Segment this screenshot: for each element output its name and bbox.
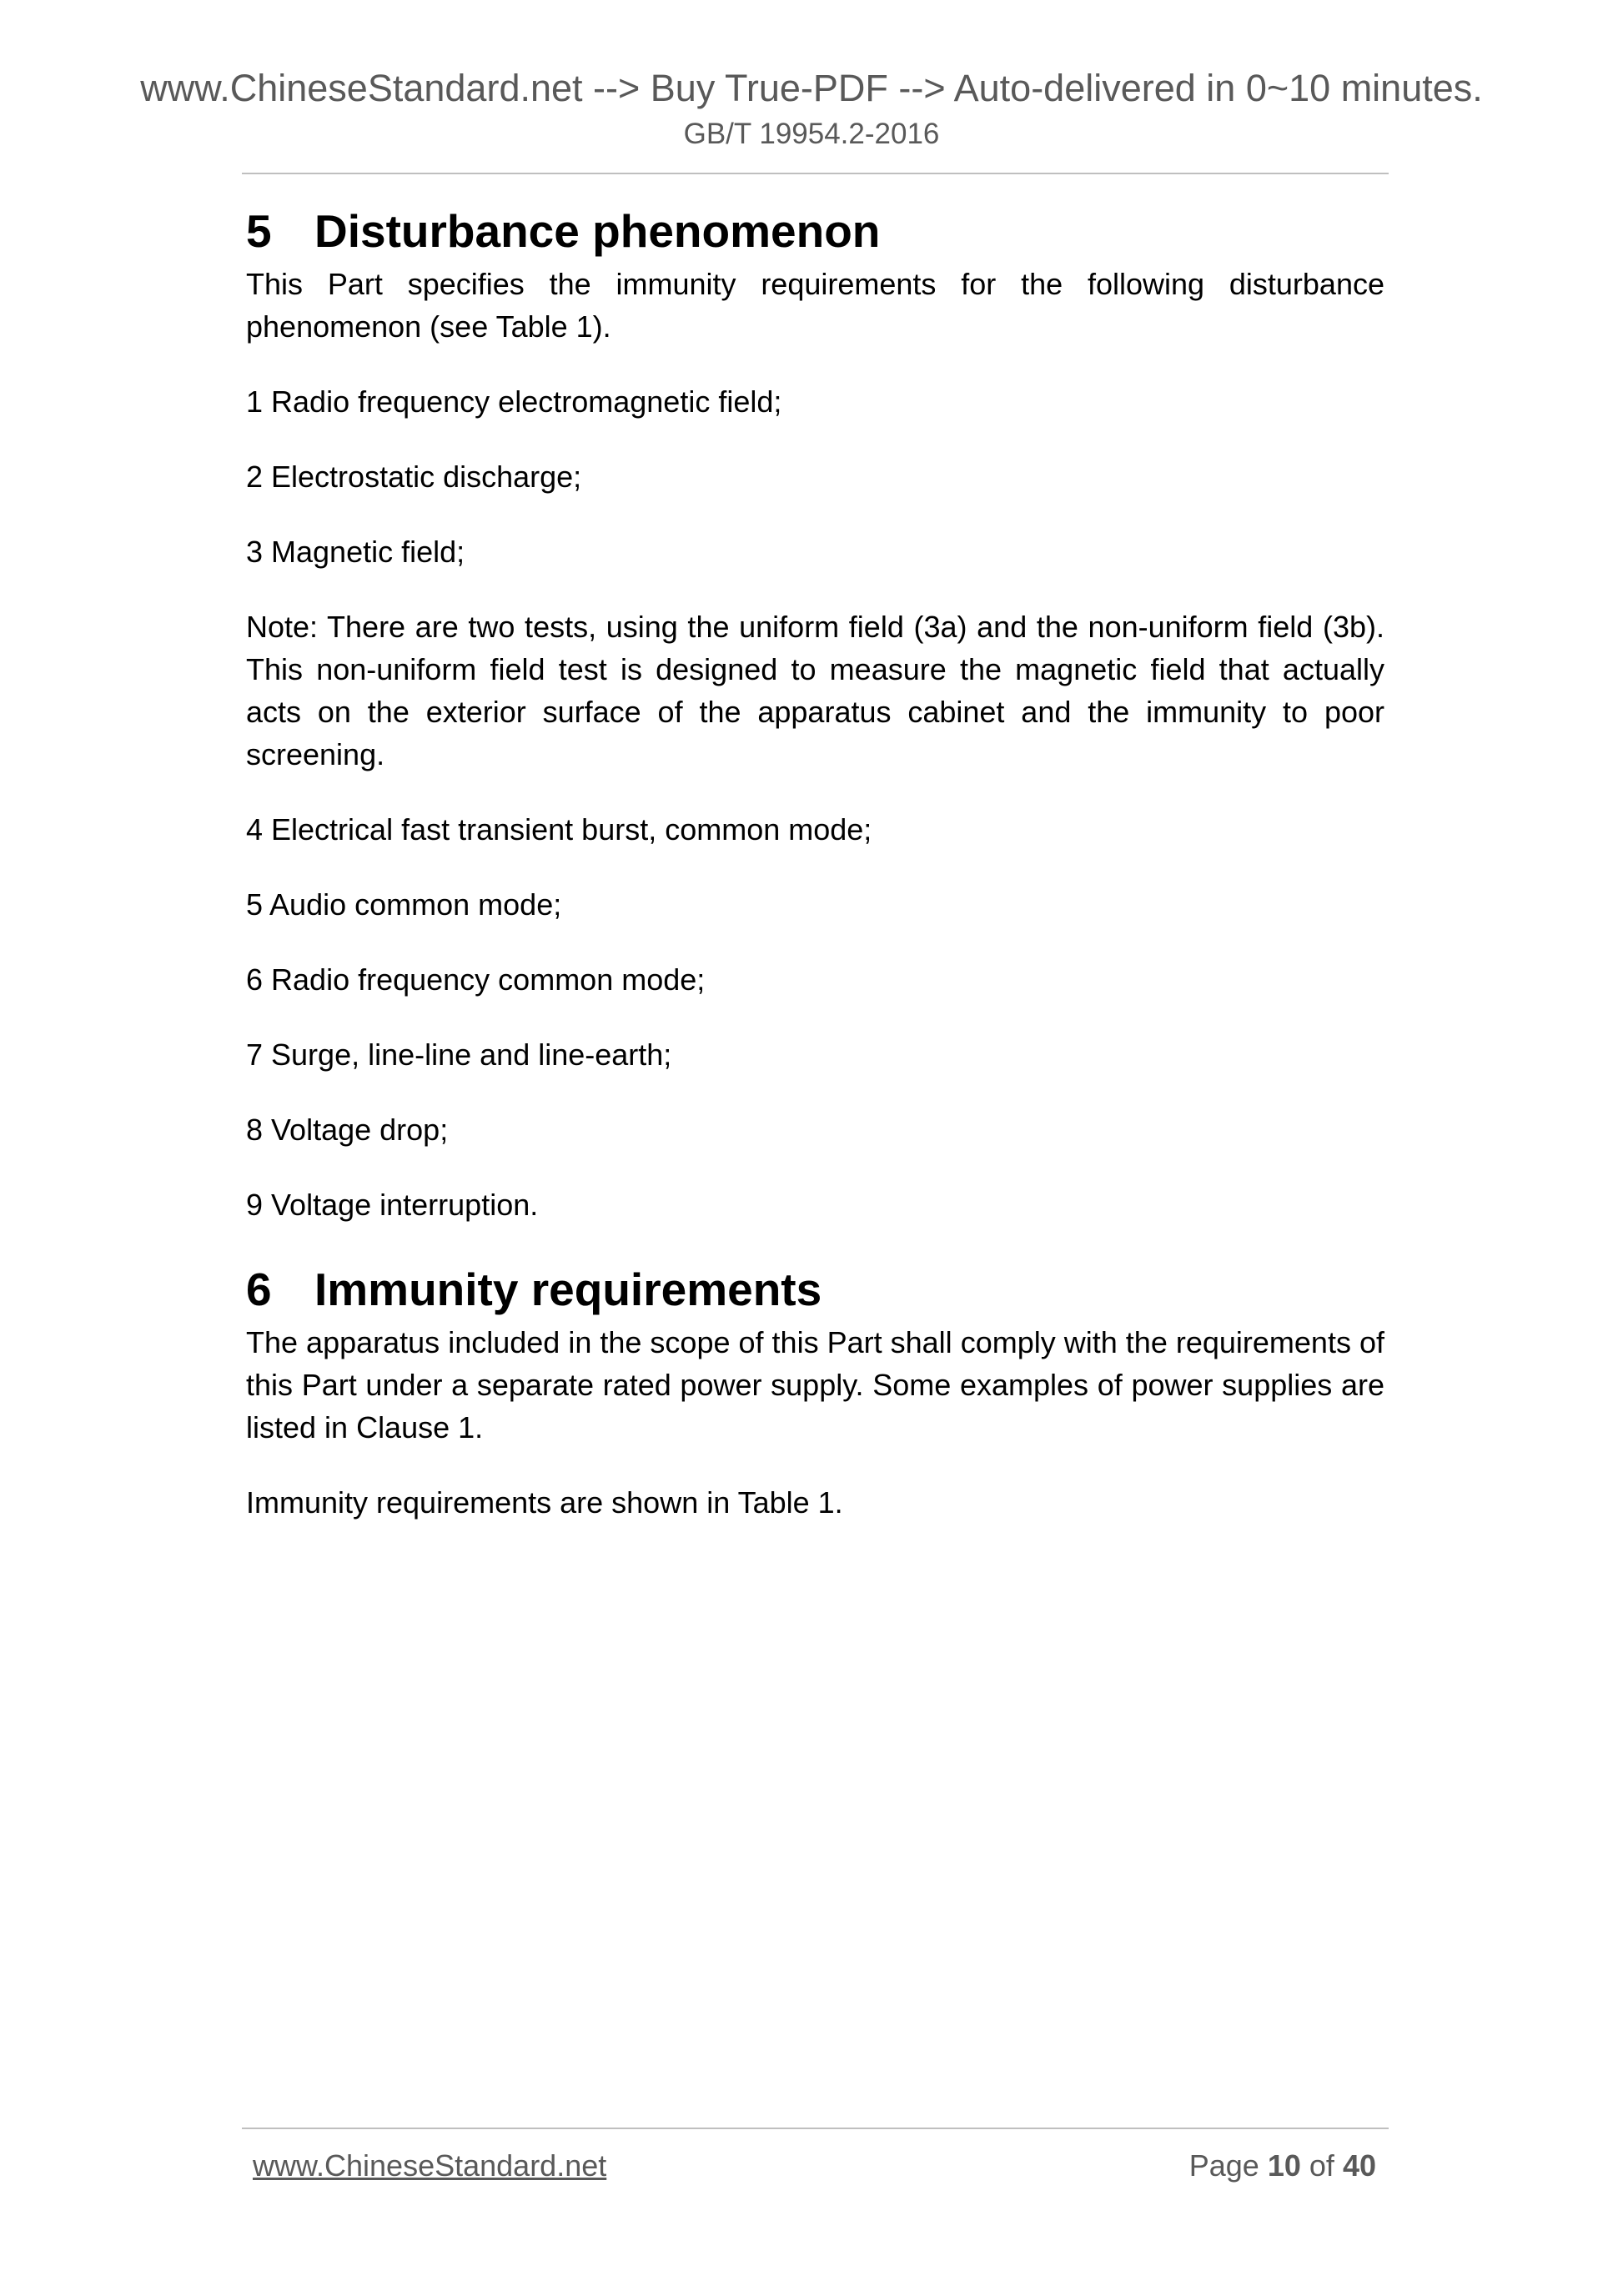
section-6-paragraph-1: The apparatus included in the scope of this Part shall comply with the requirements of this Part under a separate rated power supply. Some examples of power supplies are listed in Clause 1. [246, 1325, 1384, 1444]
header-banner[interactable]: www.ChineseStandard.net --> Buy True-PDF --> Auto-delivered in 0~10 minutes. [140, 67, 1483, 109]
section-5-intro: This Part specifies the immunity requirements for the following disturbance phenomenon (see Table 1). [246, 267, 1384, 344]
list-item: 4 Electrical fast transient burst, common mode; [246, 812, 872, 847]
section-6-title: Immunity requirements [314, 1264, 822, 1315]
list-item: 5 Audio common mode; [246, 887, 562, 922]
footer-divider [242, 2128, 1389, 2129]
list-item: 7 Surge, line-line and line-earth; [246, 1037, 672, 1072]
list-item: 3 Magnetic field; [246, 535, 465, 569]
footer-website-link[interactable]: www.ChineseStandard.net [253, 2148, 607, 2183]
standard-number: GB/T 19954.2-2016 [683, 118, 940, 150]
current-page: 10 [1267, 2148, 1301, 2183]
total-pages: 40 [1342, 2148, 1376, 2183]
section-6-heading [246, 1259, 1384, 1321]
header-divider [242, 173, 1389, 174]
page-word: Page [1188, 2148, 1259, 2183]
page-of-word: of [1309, 2148, 1334, 2183]
list-item: 9 Voltage interruption. [246, 1188, 539, 1222]
list-item: 6 Radio frequency common mode; [246, 962, 706, 997]
section-5-note: Note: There are two tests, using the uniform field (3a) and the non-uniform field (3b). This non-uniform field test is designed to measure the magnetic field that actually acts on the exterior surface of the apparatus cabinet and the immunity to poor screening. [246, 610, 1384, 771]
section-5-number: 5 [246, 205, 272, 257]
section-6-paragraph-2: Immunity requirements are shown in Table 1. [246, 1485, 843, 1520]
list-item: 1 Radio frequency electromagnetic field; [246, 384, 782, 419]
disturbance-list-part-1 [246, 380, 1384, 573]
page-content [246, 200, 1384, 1556]
list-item: 8 Voltage drop; [246, 1113, 449, 1147]
disturbance-list-part-2 [246, 808, 1384, 1226]
page-number [1189, 2145, 1376, 2187]
section-5-heading [246, 200, 1384, 263]
section-5-title: Disturbance phenomenon [314, 205, 881, 257]
section-6-number: 6 [246, 1264, 272, 1315]
list-item: 2 Electrostatic discharge; [246, 460, 582, 494]
